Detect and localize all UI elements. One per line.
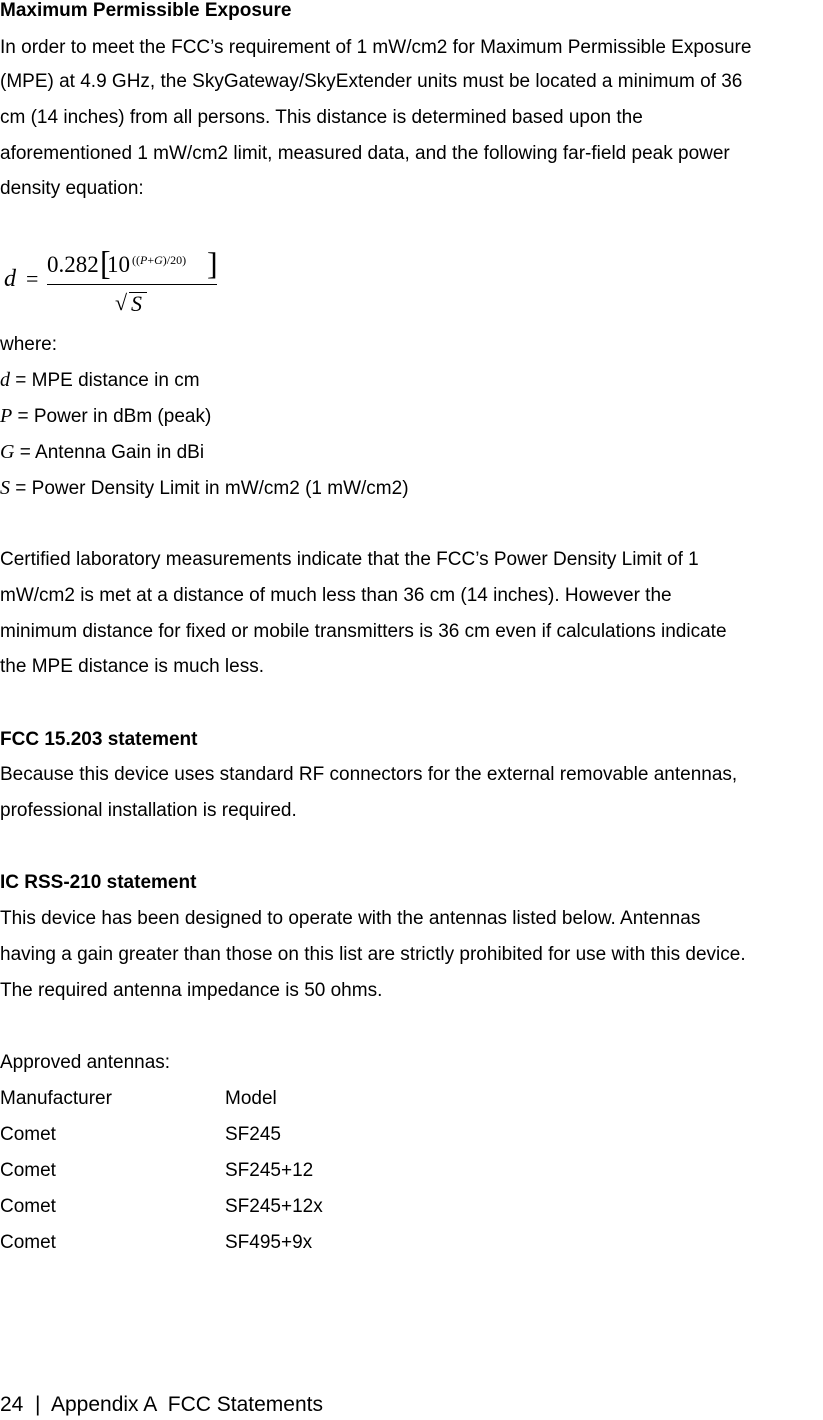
definition-text: = Power Density Limit in mW/cm2 (1 mW/cm2) <box>10 478 409 499</box>
mpe-paragraph-line: aforementioned 1 mW/cm2 limit, measured data, and the following far-field peak power <box>0 143 730 164</box>
table-row <box>0 1124 823 1146</box>
table-row <box>0 1232 823 1254</box>
formula-denominator: S <box>131 291 142 316</box>
table-cell-model: SF245+12 <box>225 1160 314 1181</box>
table-cell-manufacturer: Comet <box>0 1232 56 1253</box>
definition-symbol: G <box>0 441 15 463</box>
table-row <box>0 1196 823 1218</box>
section-heading-mpe: Maximum Permissible Exposure <box>0 0 292 21</box>
formula-equals: = <box>26 266 39 291</box>
definition-symbol: P <box>0 405 13 427</box>
definition-text: = Power in dBm (peak) <box>12 406 212 427</box>
ic-paragraph-line: This device has been designed to operate with the antennas listed below. Antennas <box>0 908 701 929</box>
certified-paragraph-line: mW/cm2 is met at a distance of much less than 36 cm (14 inches). However the <box>0 585 672 606</box>
table-cell-model: SF245 <box>225 1124 281 1145</box>
mpe-distance-formula <box>0 238 240 328</box>
certified-paragraph-line: the MPE distance is much less. <box>0 656 264 677</box>
certified-paragraph-line: Certified laboratory measurements indicate that the FCC’s Power Density Limit of 1 <box>0 549 699 570</box>
section-heading-ic: IC RSS-210 statement <box>0 872 197 893</box>
definition-item <box>0 441 204 464</box>
formula-lhs: d <box>4 266 16 292</box>
definition-text: = MPE distance in cm <box>10 370 200 391</box>
definition-symbol: d <box>0 369 10 391</box>
fcc-paragraph-line: professional installation is required. <box>0 800 297 821</box>
mpe-paragraph-line: In order to meet the FCC’s requirement of 1 mW/cm2 for Maximum Permissible Exposure <box>0 37 752 58</box>
ic-paragraph-line: The required antenna impedance is 50 ohms. <box>0 980 383 1001</box>
section-heading-fcc: FCC 15.203 statement <box>0 729 198 750</box>
definition-item <box>0 369 200 392</box>
formula-sqrt-sign: √ <box>115 290 128 315</box>
approved-antennas-label: Approved antennas: <box>0 1052 171 1073</box>
mpe-paragraph-line: density equation: <box>0 178 144 199</box>
table-header-row <box>0 1088 823 1110</box>
definition-item <box>0 405 211 428</box>
table-header-manufacturer: Manufacturer <box>0 1088 112 1109</box>
definition-text: = Antenna Gain in dBi <box>14 442 205 463</box>
where-label: where: <box>0 334 58 355</box>
definition-symbol: S <box>0 477 10 499</box>
formula-left-bracket: [ <box>100 244 111 282</box>
formula-exponent: ((P+G)/20) <box>132 253 187 267</box>
table-row <box>0 1160 823 1182</box>
fcc-paragraph-line: Because this device uses standard RF connectors for the external removable antennas, <box>0 764 738 785</box>
certified-paragraph-line: minimum distance for fixed or mobile transmitters is 36 cm even if calculations indicate <box>0 621 727 642</box>
ic-paragraph-line: having a gain greater than those on this list are strictly prohibited for use with this device. <box>0 944 746 965</box>
table-cell-model: SF245+12x <box>225 1196 323 1217</box>
mpe-paragraph-line: cm (14 inches) from all persons. This distance is determined based upon the <box>0 107 643 128</box>
formula-coefficient: 0.282 <box>47 252 99 277</box>
formula-right-bracket: ] <box>207 245 218 281</box>
table-cell-manufacturer: Comet <box>0 1160 56 1181</box>
table-cell-manufacturer: Comet <box>0 1196 56 1217</box>
mpe-paragraph-line: (MPE) at 4.9 GHz, the SkyGateway/SkyExtender units must be located a minimum of 36 <box>0 71 743 92</box>
table-cell-model: SF495+9x <box>225 1232 313 1253</box>
page-footer: 24 | Appendix A FCC Statements <box>0 1393 323 1416</box>
definition-item <box>0 477 409 500</box>
table-cell-manufacturer: Comet <box>0 1124 56 1145</box>
table-header-model: Model <box>225 1088 277 1109</box>
formula-fraction-bar <box>47 284 217 285</box>
formula-base: 10 <box>107 252 130 277</box>
